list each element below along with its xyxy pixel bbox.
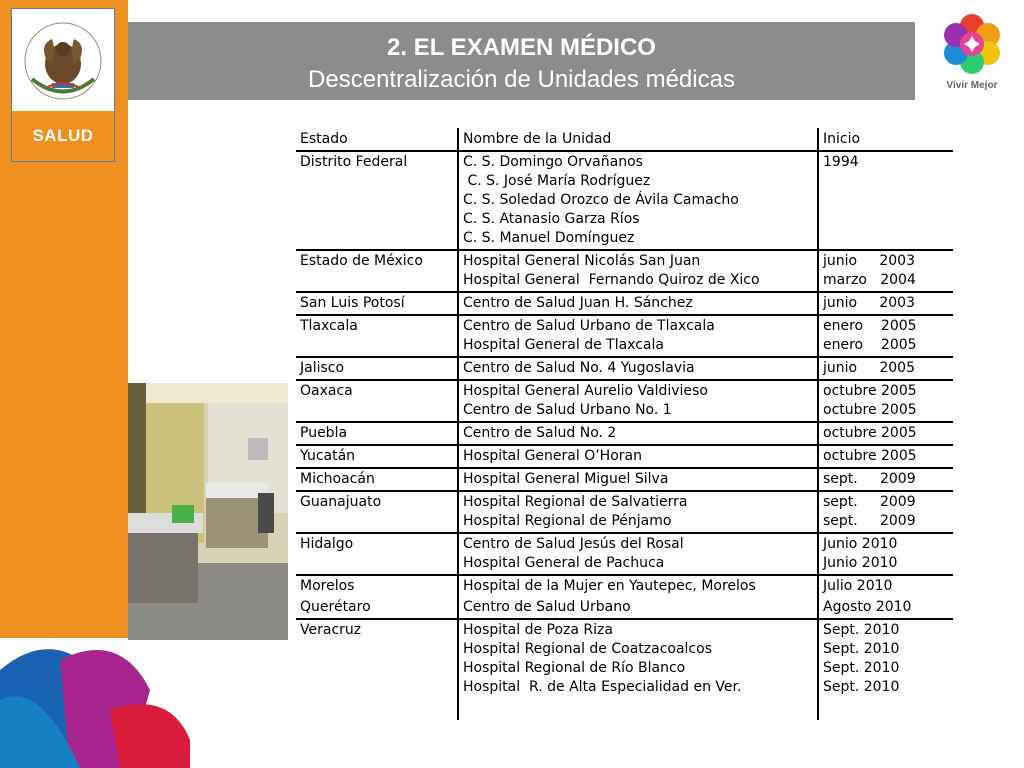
mexico-seal-icon (12, 9, 114, 111)
estado-cell: San Luis Potosí (296, 292, 458, 315)
table-header (296, 128, 953, 151)
inicio-date: Julio 2010 (823, 578, 893, 594)
table-row (296, 597, 953, 619)
estado-cell: Tlaxcala (296, 315, 458, 357)
inicio-cell (818, 491, 953, 533)
inicio-date: Agosto 2010 (823, 599, 912, 615)
table-row (296, 357, 953, 380)
inicio-date: Junio 2010 (823, 536, 898, 552)
inicio-date: sept. 2009 (823, 513, 916, 529)
inicio-cell (818, 597, 953, 619)
inicio-date: octubre 2005 (823, 425, 917, 441)
unidad-cell (458, 380, 818, 422)
inicio-cell (818, 292, 953, 315)
vivir-mejor-label: Vivir Mejor (946, 80, 998, 91)
table-row (296, 315, 953, 357)
inicio-date: Sept. 2010 (823, 622, 900, 638)
inicio-date: sept. 2009 (823, 494, 916, 510)
unidad-cell (458, 292, 818, 315)
estado-cell: Morelos (300, 578, 355, 594)
inicio-cell (818, 250, 953, 292)
estado-cell: Veracruz (300, 622, 362, 638)
inicio-cell (818, 533, 953, 575)
table-row (296, 151, 953, 250)
inicio-cell (818, 422, 953, 445)
inicio-cell (818, 357, 953, 380)
inicio-date: sept. 2009 (823, 471, 916, 487)
unidad-name: Hospital R. de Alta Especialidad en Ver. (463, 679, 742, 695)
inicio-date: junio 2003 (823, 295, 915, 311)
inicio-cell (818, 315, 953, 357)
unidad-name: Hospital General Aurelio Valdivieso (463, 383, 708, 399)
table-row (296, 491, 953, 533)
unidades-table (296, 128, 953, 720)
inicio-date: marzo 2004 (823, 272, 916, 288)
unidad-cell (458, 445, 818, 468)
unidad-cell (458, 422, 818, 445)
inicio-cell (818, 468, 953, 491)
estado-cell: Jalisco (296, 357, 458, 380)
inicio-date: Sept. 2010 (823, 641, 900, 657)
page-title: 2. EL EXAMEN MÉDICO (387, 34, 656, 61)
inicio-date: junio 2005 (823, 360, 915, 376)
title-banner (128, 22, 915, 100)
estado-cell: Michoacán (296, 468, 458, 491)
unidad-cell (458, 533, 818, 575)
unidad-name: Centro de Salud Urbano de Tlaxcala (463, 318, 715, 334)
inicio-cell (818, 445, 953, 468)
estado-cell: Hidalgo (296, 533, 458, 575)
inicio-date: enero 2005 (823, 318, 917, 334)
table-row (296, 575, 953, 597)
header-unidad: Nombre de la Unidad (458, 128, 818, 151)
estado-cell: Puebla (296, 422, 458, 445)
inicio-date: octubre 2005 (823, 448, 917, 464)
unidad-cell (458, 468, 818, 491)
estado-cell: Oaxaca (296, 380, 458, 422)
unidad-name: Centro de Salud Jesús del Rosal (463, 536, 684, 552)
table-row (296, 619, 953, 720)
inicio-date: junio 2003 (823, 253, 915, 269)
unidad-name: Hospital General Miguel Silva (463, 471, 669, 487)
unidad-name: C. S. Manuel Domínguez (463, 230, 635, 246)
estado-cell: Distrito Federal (296, 151, 458, 250)
table-row (296, 292, 953, 315)
unidad-cell (458, 250, 818, 292)
table-row (296, 422, 953, 445)
unidad-name: C. S. Soledad Orozco de Ávila Camacho (463, 192, 739, 208)
unidad-cell (458, 575, 818, 597)
inicio-cell (818, 575, 953, 597)
inicio-date: Sept. 2010 (823, 660, 900, 676)
unidad-name: Hospital Regional de Coatzacoalcos (463, 641, 712, 657)
unidad-cell (458, 357, 818, 380)
unidad-name: Centro de Salud Urbano (463, 599, 631, 615)
estado-cell: Yucatán (296, 445, 458, 468)
unidad-name: C. S. Atanasio Garza Ríos (463, 211, 640, 227)
estado-cell: Guanajuato (296, 491, 458, 533)
unidad-name: Centro de Salud No. 4 Yugoslavia (463, 360, 695, 376)
table-row (296, 380, 953, 422)
unidad-cell (458, 597, 818, 619)
inicio-cell (818, 380, 953, 422)
unidad-name: C. S. Domingo Orvañanos (463, 154, 643, 170)
table-row (296, 468, 953, 491)
table-row (296, 250, 953, 292)
table-row (296, 533, 953, 575)
unidad-name: C. S. José María Rodríguez (463, 173, 651, 189)
page-subtitle: Descentralización de Unidades médicas (308, 66, 735, 93)
header-estado: Estado (296, 128, 458, 151)
unidad-name: Hospital Regional de Pénjamo (463, 513, 672, 529)
unidad-name: Hospital General Nicolás San Juan (463, 253, 701, 269)
inicio-date: octubre 2005 (823, 402, 917, 418)
vivir-mejor-flower-icon (936, 10, 1008, 82)
unidad-cell (458, 151, 818, 250)
inicio-date: octubre 2005 (823, 383, 917, 399)
estado-cell: Estado de México (296, 250, 458, 292)
inicio-cell (818, 151, 953, 250)
unidad-cell (458, 491, 818, 533)
unidad-cell (458, 315, 818, 357)
unidad-name: Hospital de la Mujer en Yautepec, Morelos (463, 578, 756, 594)
unidad-name: Centro de Salud Urbano No. 1 (463, 402, 672, 418)
inicio-date: Junio 2010 (823, 555, 898, 571)
unidad-name: Hospital Regional de Salvatierra (463, 494, 688, 510)
clinic-room-photo (128, 383, 288, 640)
unidad-name: Hospital General Fernando Quiroz de Xico (463, 272, 760, 288)
unidad-name: Hospital General O’Horan (463, 448, 642, 464)
unidad-name: Hospital Regional de Río Blanco (463, 660, 686, 676)
unidad-name: Hospital General de Tlaxcala (463, 337, 664, 353)
inicio-date: 1994 (823, 154, 859, 170)
unidad-name: Centro de Salud No. 2 (463, 425, 617, 441)
inicio-cell (818, 619, 953, 720)
unidad-cell (458, 619, 818, 720)
inicio-date: Sept. 2010 (823, 679, 900, 695)
table-row (296, 445, 953, 468)
salud-label: SALUD (12, 111, 114, 161)
inicio-date: enero 2005 (823, 337, 917, 353)
estado-cell: Querétaro (296, 597, 458, 619)
header-inicio: Inicio (818, 128, 953, 151)
unidad-name: Centro de Salud Juan H. Sánchez (463, 295, 693, 311)
unidad-name: Hospital de Poza Riza (463, 622, 613, 638)
decorative-swoosh (0, 630, 200, 768)
secretaria-salud-logo (11, 8, 115, 162)
unidad-name: Hospital General de Pachuca (463, 555, 665, 571)
